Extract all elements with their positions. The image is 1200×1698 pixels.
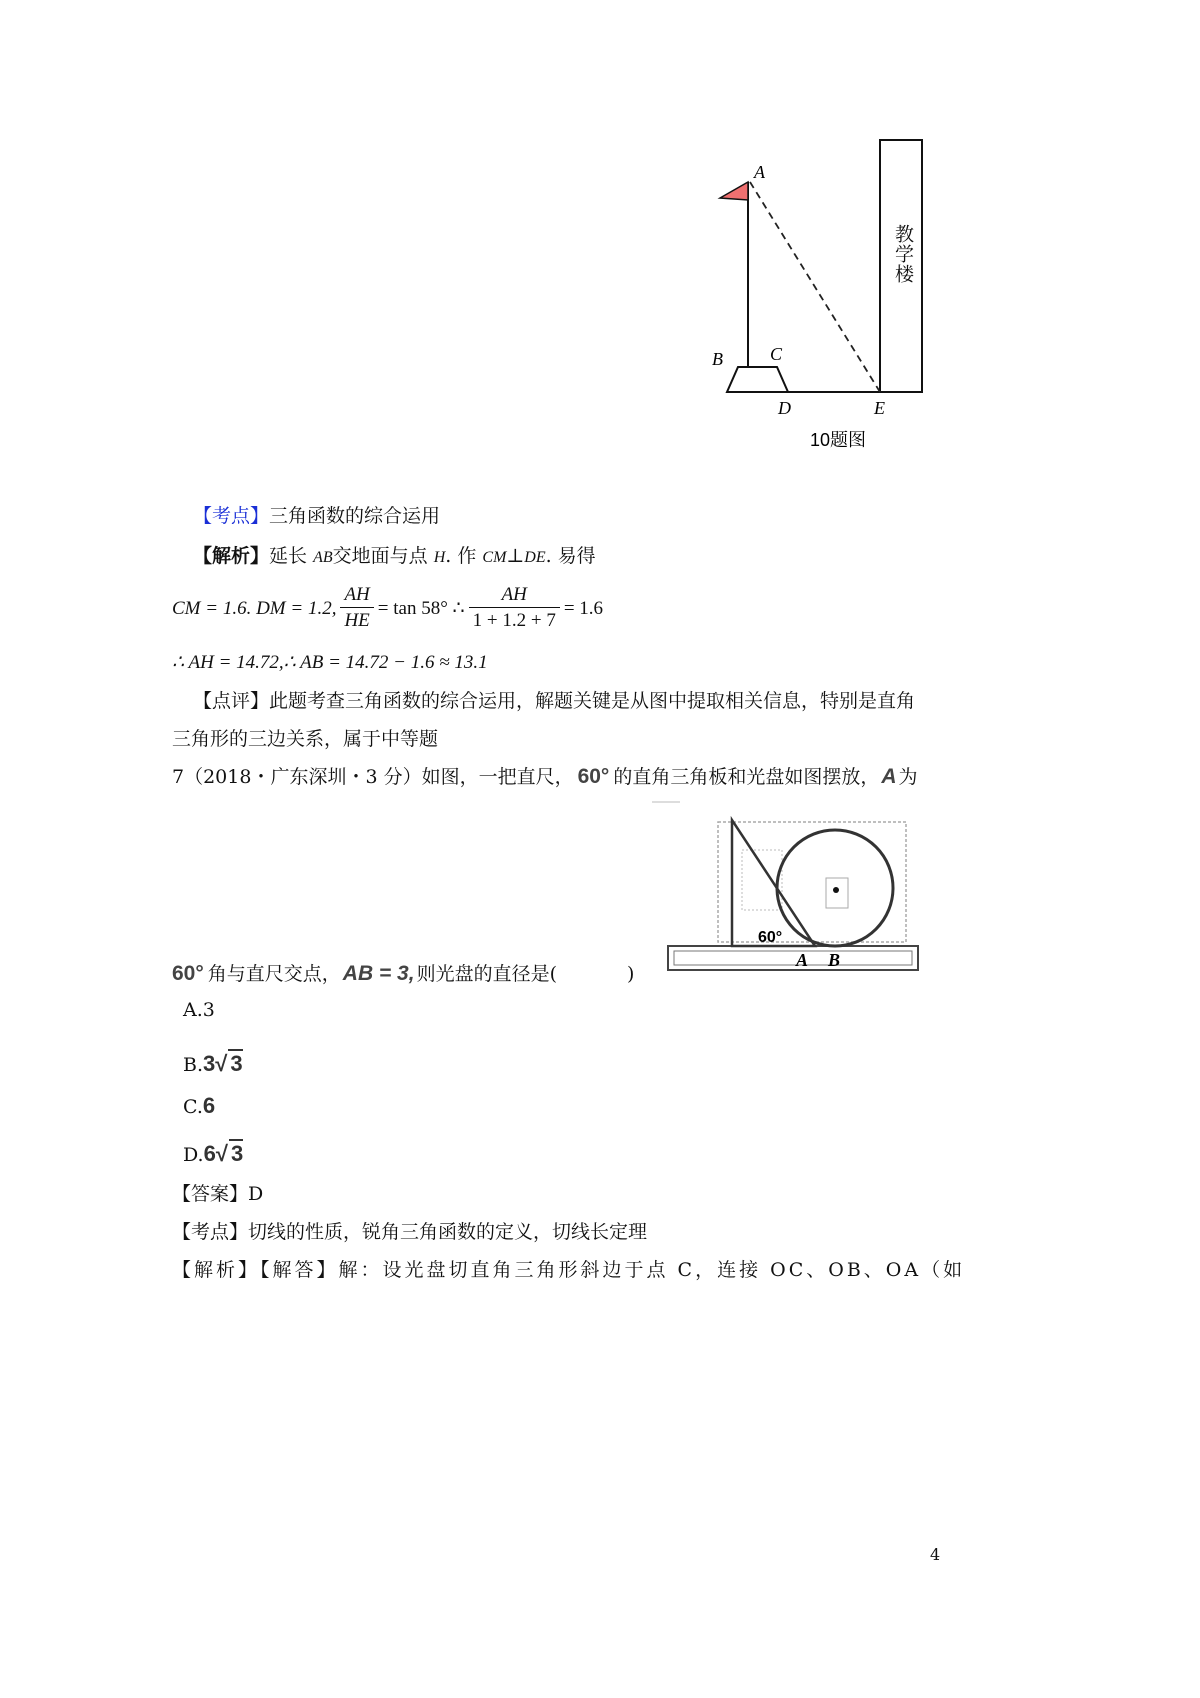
label-C: C — [770, 344, 783, 364]
q7-stem: 7（2018・广东深圳・3 分）如图，一把直尺， 60° 的直角三角板和光盘如图摆放，A 为 — [172, 765, 918, 788]
option-b[interactable]: B.3√ 3 — [183, 1051, 243, 1076]
q7-answer: 【答案】D — [172, 1183, 264, 1205]
label-B: B — [712, 349, 723, 369]
dianping-tag: 【点评】 — [193, 690, 270, 712]
prev-dianping-line2: 三角形的三边关系，属于中等题 — [172, 728, 439, 750]
ruler — [668, 946, 918, 970]
option-c[interactable]: C.6 — [183, 1093, 216, 1118]
figure-noise-inner — [742, 850, 782, 910]
flag-icon — [720, 182, 748, 200]
kaodian-tag: 【考点】 — [193, 505, 270, 527]
prev-dianping: 【点评】此题考查三角函数的综合运用，解题关键是从图中提取相关信息，特别是直角 — [193, 690, 916, 712]
option-a[interactable]: A.3 — [183, 999, 215, 1021]
disc-center — [833, 887, 839, 893]
equation-2: ∴ AH = 14.72,∴ AB = 14.72 − 1.6 ≈ 13.1 — [172, 652, 488, 673]
jiexi-tag: 【解析】 — [193, 545, 270, 567]
disc-label-box — [826, 878, 848, 908]
pedestal — [727, 367, 788, 392]
fig-label-B: B — [828, 950, 841, 970]
prev-kaodian — [193, 503, 440, 529]
equation-1: CM = 1.6. DM = 1.2, $\frac{AH}{HE}$ = tan 58° ∴ $\frac{AH}{1 + 1.2 + 7}$ = 1.6 — [172, 583, 603, 634]
prev-jiexi: 【解析】延长 AB交地面与点 H. 作 CM⊥DE. 易得 — [193, 545, 596, 567]
option-d[interactable]: D.6√ 3 — [183, 1141, 244, 1166]
page-number: 4 — [930, 1545, 941, 1564]
fraction-ah-sum: $\frac{AH}{1 + 1.2 + 7}$ — [469, 583, 560, 634]
label-E: E — [874, 398, 885, 418]
kaodian-text: 三角函数的综合运用 — [269, 505, 441, 527]
fig-label-A: A — [796, 950, 809, 970]
label-A: A — [754, 162, 765, 182]
q7-kaodian: 【考点】切线的性质，锐角三角函数的定义，切线长定理 — [172, 1221, 648, 1243]
caption: 10题图 — [810, 430, 867, 450]
q7-jiexi: 【解析】【解答】解：设光盘切直角三角形斜边于点 C，连接 OC、OB、OA（如 — [172, 1259, 966, 1281]
figure-10 — [700, 130, 1030, 470]
label-D: D — [778, 398, 791, 418]
figure-q7 — [650, 800, 925, 980]
q7-stem-line2: 60° 角与直尺交点，AB = 3, 则光盘的直径是( ) — [172, 962, 635, 985]
ruler-inner — [674, 951, 912, 965]
building-label: 教学楼 — [892, 224, 914, 284]
angle-60-label: 60° — [758, 929, 783, 946]
fraction-ah-he: $\frac{AH}{HE}$ — [340, 583, 373, 634]
